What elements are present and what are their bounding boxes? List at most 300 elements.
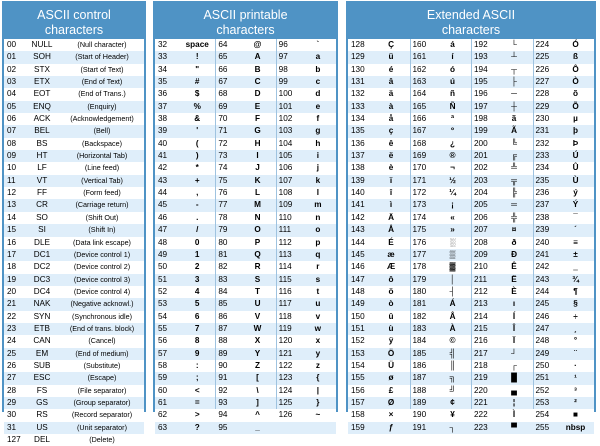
control-row xyxy=(4,175,144,187)
extended-cell xyxy=(471,286,533,298)
control-abbr: EM xyxy=(35,348,49,358)
extended-code: 173 xyxy=(412,200,427,210)
control-abbr: CAN xyxy=(33,336,51,346)
extended-code: 191 xyxy=(412,422,427,432)
extended-code: 201 xyxy=(474,151,488,161)
extended-char: ø xyxy=(388,373,394,383)
extended-char: ü xyxy=(388,52,394,62)
printable-cell xyxy=(155,175,215,187)
printable-code: 120 xyxy=(278,336,293,346)
extended-char: è xyxy=(388,163,394,173)
extended-cell xyxy=(471,237,533,249)
printable-char: W xyxy=(253,323,262,333)
printable-code: 57 xyxy=(158,348,168,358)
control-abbr: DC2 xyxy=(33,262,51,272)
extended-cell xyxy=(410,88,472,100)
printable-char: p xyxy=(315,237,321,247)
extended-code: 154 xyxy=(351,360,365,370)
printable-code: 52 xyxy=(158,286,168,296)
control-abbr: SUB xyxy=(33,360,51,370)
printable-char: o xyxy=(315,225,321,235)
control-code: 23 xyxy=(7,323,17,333)
printable-code: 92 xyxy=(218,385,228,395)
printable-char: ] xyxy=(256,397,259,407)
extended-code: 167 xyxy=(412,126,427,136)
printable-code: 59 xyxy=(158,373,168,383)
printable-char: a xyxy=(315,52,321,62)
extended-char: Í xyxy=(512,311,516,321)
extended-code: 171 xyxy=(412,175,427,185)
extended-cell xyxy=(348,323,410,335)
printable-cell xyxy=(276,39,336,51)
control-abbr: NULL xyxy=(31,40,53,49)
extended-cell xyxy=(471,39,533,51)
printable-code: 66 xyxy=(218,64,228,74)
printable-char: B xyxy=(254,64,261,74)
printable-char: 7 xyxy=(194,323,200,333)
control-code: 12 xyxy=(7,188,17,198)
extended-code: 170 xyxy=(412,163,427,173)
control-code: 27 xyxy=(7,373,17,383)
printable-code: 109 xyxy=(278,200,293,210)
extended-char: Ë xyxy=(511,274,517,284)
printable-code: 111 xyxy=(278,225,292,235)
printable-char: e xyxy=(315,101,321,111)
extended-cell xyxy=(533,224,595,236)
printable-code: 90 xyxy=(218,360,228,370)
extended-cell xyxy=(533,360,595,372)
extended-char: ½ xyxy=(449,175,456,185)
printable-code: 49 xyxy=(158,249,168,259)
control-abbr: SOH xyxy=(33,52,51,62)
printable-cell xyxy=(155,348,215,360)
extended-char: ¸ xyxy=(574,323,577,333)
extended-code: 234 xyxy=(535,163,550,173)
control-description: (Data link escape) xyxy=(73,237,131,247)
extended-code: 156 xyxy=(351,385,365,395)
control-characters-panel xyxy=(2,1,146,444)
printable-cell xyxy=(155,434,215,446)
extended-char: Þ xyxy=(572,138,579,148)
extended-code: 177 xyxy=(412,249,427,259)
printable-char: @ xyxy=(253,40,262,49)
extended-cell xyxy=(410,39,472,51)
extended-cell xyxy=(348,162,410,174)
control-description: (Bell) xyxy=(93,126,111,136)
extended-cell xyxy=(410,360,472,372)
extended-char: Ì xyxy=(512,410,516,420)
extended-cell xyxy=(410,64,472,76)
printable-code: 63 xyxy=(158,422,168,432)
extended-char: ® xyxy=(449,151,456,161)
extended-char: ¢ xyxy=(450,397,455,407)
printable-cell xyxy=(215,199,275,211)
control-description: (Delete) xyxy=(89,435,115,444)
printable-char: N xyxy=(254,212,261,222)
extended-cell xyxy=(471,212,533,224)
extended-char: ┬ xyxy=(511,64,517,74)
printable-cell xyxy=(215,372,275,384)
control-code: 13 xyxy=(7,200,17,210)
extended-code: 247 xyxy=(535,323,550,333)
printable-cell xyxy=(155,360,215,372)
printable-code: 102 xyxy=(278,114,293,124)
extended-char: ╗ xyxy=(449,373,456,383)
extended-code: 238 xyxy=(535,212,550,222)
printable-cell xyxy=(215,385,275,397)
extended-code: 141 xyxy=(351,200,365,210)
printable-code: 78 xyxy=(218,212,228,222)
printable-code: 112 xyxy=(278,237,292,247)
extended-code: 134 xyxy=(351,114,365,124)
extended-char: ³ xyxy=(574,385,577,395)
printable-code: 107 xyxy=(278,175,293,185)
printable-cell xyxy=(155,150,215,162)
control-abbr: SI xyxy=(38,225,46,235)
extended-code: 211 xyxy=(474,274,488,284)
extended-cell xyxy=(348,274,410,286)
printable-char: < xyxy=(194,385,200,395)
printable-title-line2: characters xyxy=(216,23,275,37)
printable-cell xyxy=(276,76,336,88)
printable-cell xyxy=(215,249,275,261)
extended-char: ░ xyxy=(449,237,456,247)
control-code: 25 xyxy=(7,348,17,358)
printable-char: 3 xyxy=(194,274,200,284)
control-abbr: FF xyxy=(36,188,47,198)
extended-code: 221 xyxy=(474,397,488,407)
printable-code: 124 xyxy=(278,385,293,395)
extended-char: ▀ xyxy=(511,422,517,432)
extended-char: í xyxy=(451,52,454,62)
printable-char: b xyxy=(315,64,321,74)
extended-cell xyxy=(348,199,410,211)
control-description: (Unit separator) xyxy=(77,422,127,432)
printable-cell xyxy=(276,150,336,162)
extended-cell xyxy=(348,422,410,434)
printable-code: 80 xyxy=(218,237,228,247)
control-abbr: LF xyxy=(37,163,47,173)
extended-char: Ð xyxy=(511,249,517,259)
printable-char: f xyxy=(316,114,320,124)
extended-code: 187 xyxy=(412,373,427,383)
extended-code: 130 xyxy=(351,64,365,74)
control-abbr: BEL xyxy=(34,126,50,136)
extended-cell xyxy=(410,113,472,125)
printable-cell xyxy=(276,360,336,372)
control-code: 28 xyxy=(7,385,17,395)
extended-char: » xyxy=(450,225,455,235)
printable-cell xyxy=(155,335,215,347)
control-description: (File separator) xyxy=(77,385,127,395)
printable-cell xyxy=(155,51,215,63)
printable-cell xyxy=(155,298,215,310)
printable-cell xyxy=(215,64,275,76)
extended-column xyxy=(533,39,595,432)
extended-code: 217 xyxy=(474,348,488,358)
control-row xyxy=(4,224,144,236)
extended-cell xyxy=(410,101,472,113)
extended-code: 151 xyxy=(351,323,365,333)
extended-cell xyxy=(410,311,472,323)
extended-char: Õ xyxy=(572,101,579,111)
printable-code: 121 xyxy=(278,348,293,358)
extended-cell xyxy=(533,175,595,187)
extended-code: 137 xyxy=(351,151,365,161)
printable-char: 5 xyxy=(194,299,200,309)
printable-code: 42 xyxy=(158,163,168,173)
control-description: (Device control 2) xyxy=(73,262,131,272)
printable-char: r xyxy=(316,262,320,272)
extended-char: ¥ xyxy=(450,410,455,420)
printable-code: 48 xyxy=(158,237,168,247)
printable-char: ` xyxy=(316,40,320,49)
extended-char: Å xyxy=(388,225,394,235)
printable-cell xyxy=(215,335,275,347)
control-description: (Substitute) xyxy=(83,360,121,370)
control-abbr: ETX xyxy=(34,77,50,87)
extended-code: 131 xyxy=(351,77,365,87)
extended-char: î xyxy=(389,188,393,198)
control-code: 22 xyxy=(7,311,17,321)
extended-cell xyxy=(348,51,410,63)
printable-cell xyxy=(276,237,336,249)
extended-char: ¬ xyxy=(450,163,455,173)
extended-cell xyxy=(533,323,595,335)
extended-cell xyxy=(348,76,410,88)
control-row xyxy=(4,88,144,100)
extended-cell xyxy=(533,199,595,211)
printable-char: _ xyxy=(255,422,260,432)
printable-code: 106 xyxy=(278,163,293,173)
extended-char: ▓ xyxy=(449,262,456,272)
extended-char: µ xyxy=(573,114,578,124)
printable-cell xyxy=(155,113,215,125)
control-code: 19 xyxy=(7,274,17,284)
control-row xyxy=(4,311,144,323)
extended-code: 182 xyxy=(412,311,427,321)
control-row xyxy=(4,286,144,298)
printable-cell xyxy=(276,434,336,446)
extended-cell xyxy=(348,311,410,323)
extended-code: 153 xyxy=(351,348,365,358)
extended-cell xyxy=(533,150,595,162)
printable-cell xyxy=(215,101,275,113)
printable-char: S xyxy=(254,274,261,284)
control-description: (Carriage return) xyxy=(75,200,129,210)
printable-char: , xyxy=(196,188,199,198)
extended-cell xyxy=(533,409,595,421)
printable-char: A xyxy=(254,52,261,62)
printable-char: g xyxy=(315,126,321,136)
extended-char: Ù xyxy=(572,175,579,185)
extended-code: 140 xyxy=(351,188,365,198)
extended-cell xyxy=(348,64,410,76)
extended-char: ┼ xyxy=(511,101,517,111)
control-description: (End of Text) xyxy=(81,77,123,87)
printable-code: 85 xyxy=(218,299,228,309)
extended-code: 193 xyxy=(474,52,488,62)
printable-cell xyxy=(155,422,215,434)
printable-code: 38 xyxy=(158,114,168,124)
extended-char: ╔ xyxy=(511,151,517,161)
control-code: 16 xyxy=(7,237,17,247)
control-row xyxy=(4,360,144,372)
control-description: (Line feed) xyxy=(84,163,120,173)
control-description: (Synchronous idle) xyxy=(72,311,132,321)
extended-code: 139 xyxy=(351,175,365,185)
control-row xyxy=(4,249,144,261)
extended-cell xyxy=(348,175,410,187)
control-description: (Start of Text) xyxy=(80,64,124,74)
extended-char: § xyxy=(573,299,578,309)
printable-cell xyxy=(276,101,336,113)
extended-cell xyxy=(410,422,472,434)
control-code: 08 xyxy=(7,138,17,148)
control-row xyxy=(4,138,144,150)
printable-cell xyxy=(276,348,336,360)
extended-code: 132 xyxy=(351,89,365,99)
extended-cell xyxy=(471,372,533,384)
control-row xyxy=(4,434,144,446)
control-abbr: US xyxy=(36,422,48,432)
extended-cell xyxy=(410,261,472,273)
printable-code: 114 xyxy=(278,262,292,272)
printable-char: 9 xyxy=(194,348,200,358)
extended-cell xyxy=(410,150,472,162)
control-code: 24 xyxy=(7,336,17,346)
extended-column xyxy=(410,39,472,432)
extended-char: ¨ xyxy=(574,348,577,358)
extended-char: ï xyxy=(389,175,393,185)
printable-code: 86 xyxy=(218,311,228,321)
printable-code: 62 xyxy=(158,410,168,420)
extended-cell xyxy=(410,286,472,298)
printable-code: 97 xyxy=(278,52,288,62)
extended-char: × xyxy=(388,410,394,420)
extended-code: 250 xyxy=(535,360,550,370)
extended-char: ▒ xyxy=(449,249,456,259)
printable-char: M xyxy=(254,200,261,210)
control-description: (Device control 1) xyxy=(73,249,131,259)
extended-char: ª xyxy=(451,114,455,124)
extended-char: ┤ xyxy=(449,286,456,296)
extended-cell xyxy=(533,76,595,88)
printable-code: 76 xyxy=(218,188,228,198)
extended-cell xyxy=(471,162,533,174)
extended-cell xyxy=(533,113,595,125)
printable-code: 110 xyxy=(278,212,292,222)
extended-code: 216 xyxy=(474,336,488,346)
printable-code: 105 xyxy=(278,151,293,161)
printable-cell xyxy=(276,372,336,384)
extended-cell xyxy=(533,274,595,286)
extended-cell xyxy=(533,385,595,397)
printable-char: ) xyxy=(195,151,199,161)
extended-char: ═ xyxy=(511,200,517,210)
extended-cell xyxy=(471,199,533,211)
printable-cell xyxy=(276,51,336,63)
extended-code: 129 xyxy=(351,52,365,62)
printable-cell xyxy=(155,372,215,384)
extended-char: Ò xyxy=(572,77,579,87)
printable-cell xyxy=(276,422,336,434)
control-description: (Cancel) xyxy=(88,336,116,346)
printable-code: 50 xyxy=(158,262,168,272)
extended-char: Ñ xyxy=(449,101,456,111)
printable-char: R xyxy=(254,262,261,272)
printable-code: 44 xyxy=(158,188,168,198)
extended-cell xyxy=(533,138,595,150)
printable-char: j xyxy=(316,163,319,173)
control-row xyxy=(4,409,144,421)
printable-characters-table xyxy=(155,39,336,432)
printable-code: 103 xyxy=(278,126,293,136)
extended-code: 186 xyxy=(412,360,427,370)
extended-code: 212 xyxy=(474,286,488,296)
extended-cell xyxy=(471,335,533,347)
printable-cell xyxy=(215,150,275,162)
extended-cell xyxy=(410,187,472,199)
control-code: 09 xyxy=(7,151,17,161)
printable-cell xyxy=(276,187,336,199)
extended-char: ≡ xyxy=(573,237,578,247)
printable-cell xyxy=(276,286,336,298)
extended-char: È xyxy=(511,286,517,296)
printable-char: U xyxy=(254,299,261,309)
extended-code: 235 xyxy=(535,175,550,185)
printable-char: space xyxy=(185,40,209,49)
extended-char: ╣ xyxy=(449,348,456,358)
printable-cell xyxy=(215,237,275,249)
printable-code: 77 xyxy=(218,200,228,210)
extended-code: 242 xyxy=(535,262,550,272)
extended-char: ¤ xyxy=(511,225,517,235)
control-row xyxy=(4,150,144,162)
extended-cell xyxy=(533,101,595,113)
printable-cell xyxy=(215,39,275,51)
extended-char: á xyxy=(450,40,455,49)
printable-code: 100 xyxy=(278,89,293,99)
control-description: (Device control 3) xyxy=(73,274,131,284)
extended-code: 195 xyxy=(474,77,488,87)
extended-char: å xyxy=(388,114,394,124)
extended-code: 150 xyxy=(351,311,365,321)
extended-code: 219 xyxy=(474,373,488,383)
extended-code: 220 xyxy=(474,385,488,395)
extended-code: 237 xyxy=(535,200,550,210)
extended-code: 152 xyxy=(351,336,365,346)
extended-cell xyxy=(533,434,595,446)
extended-code: 215 xyxy=(474,323,488,333)
printable-code: 108 xyxy=(278,188,293,198)
extended-char: à xyxy=(388,101,394,111)
printable-cell xyxy=(155,385,215,397)
printable-cell xyxy=(276,224,336,236)
extended-char: ┴ xyxy=(511,52,517,62)
extended-char: ╦ xyxy=(511,175,517,185)
printable-char: O xyxy=(254,225,261,235)
printable-code: 54 xyxy=(158,311,168,321)
printable-code: 87 xyxy=(218,323,228,333)
extended-code: 145 xyxy=(351,249,365,259)
printable-char: ' xyxy=(196,126,199,136)
printable-code: 118 xyxy=(278,311,292,321)
extended-cell xyxy=(348,150,410,162)
printable-char: * xyxy=(195,163,199,173)
control-abbr: BS xyxy=(36,138,48,148)
extended-char: Û xyxy=(572,163,579,173)
